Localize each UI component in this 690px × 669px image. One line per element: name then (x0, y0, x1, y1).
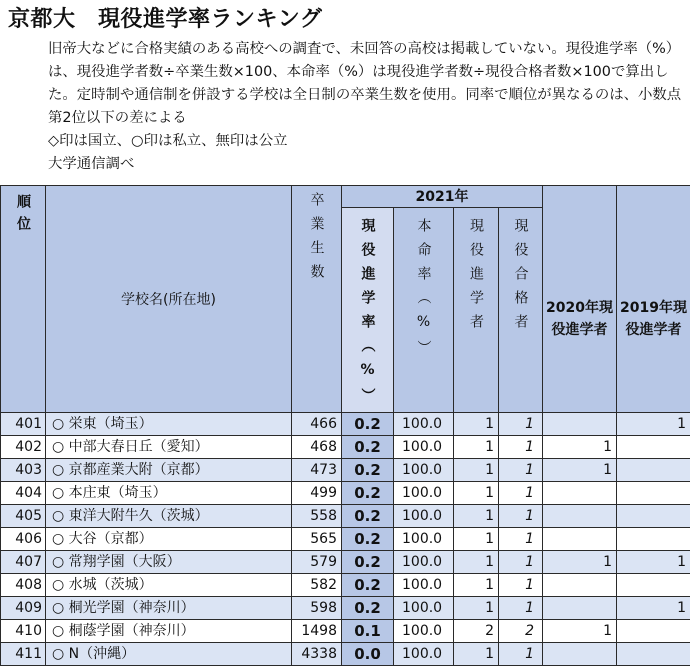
passed-cell: 1 (499, 413, 543, 436)
enrolled-cell: 1 (454, 505, 499, 528)
rate-cell: 0.2 (342, 436, 394, 459)
note-source: 大学通信調べ (48, 156, 135, 172)
y2019-cell (617, 505, 690, 528)
header-2019: 2019年現役進学者 (617, 186, 690, 413)
rate-cell: 0.2 (342, 528, 394, 551)
honmei-cell: 100.0 (394, 528, 454, 551)
rate-cell: 0.2 (342, 597, 394, 620)
header-honmei: 本命率（%） (394, 208, 454, 413)
honmei-cell: 100.0 (394, 643, 454, 666)
table-row (1, 551, 690, 574)
honmei-cell: 100.0 (394, 505, 454, 528)
y2020-cell (543, 482, 617, 505)
table-row (1, 643, 690, 666)
enrolled-cell: 1 (454, 597, 499, 620)
honmei-cell: 100.0 (394, 413, 454, 436)
y2020-cell (543, 597, 617, 620)
graduates-cell: 1498 (292, 620, 342, 643)
table-row (1, 413, 690, 436)
rank-cell: 405 (1, 505, 46, 528)
y2019-cell (617, 528, 690, 551)
table-row (1, 620, 690, 643)
graduates-cell: 4338 (292, 643, 342, 666)
rank-cell: 401 (1, 413, 46, 436)
graduates-cell: 598 (292, 597, 342, 620)
rate-cell: 0.2 (342, 459, 394, 482)
rank-cell: 403 (1, 459, 46, 482)
graduates-cell: 466 (292, 413, 342, 436)
school-name-cell: ○ 中部大春日丘（愛知） (46, 436, 292, 459)
passed-cell: 1 (499, 436, 543, 459)
enrolled-cell: 1 (454, 436, 499, 459)
passed-cell: 1 (499, 528, 543, 551)
rate-cell: 0.2 (342, 505, 394, 528)
rank-cell: 410 (1, 620, 46, 643)
y2020-cell (543, 413, 617, 436)
rank-cell: 411 (1, 643, 46, 666)
enrolled-cell: 1 (454, 528, 499, 551)
rank-cell: 402 (1, 436, 46, 459)
y2019-cell (617, 643, 690, 666)
table-row (1, 459, 690, 482)
honmei-cell: 100.0 (394, 551, 454, 574)
graduates-cell: 565 (292, 528, 342, 551)
enrolled-cell: 1 (454, 482, 499, 505)
table-row (1, 528, 690, 551)
y2019-cell (617, 620, 690, 643)
y2020-cell: 1 (543, 436, 617, 459)
y2019-cell: 1 (617, 413, 690, 436)
header-2020: 2020年現役進学者 (543, 186, 617, 413)
rate-cell: 0.2 (342, 551, 394, 574)
graduates-cell: 558 (292, 505, 342, 528)
honmei-cell: 100.0 (394, 620, 454, 643)
passed-cell: 2 (499, 620, 543, 643)
school-name-cell: ○ 栄東（埼玉） (46, 413, 292, 436)
passed-cell: 1 (499, 482, 543, 505)
school-name-cell: ○ 桐蔭学園（神奈川） (46, 620, 292, 643)
honmei-cell: 100.0 (394, 574, 454, 597)
rank-cell: 406 (1, 528, 46, 551)
table-row (1, 597, 690, 620)
passed-cell: 1 (499, 459, 543, 482)
header-school-name: 学校名(所在地) (46, 186, 292, 413)
honmei-cell: 100.0 (394, 459, 454, 482)
passed-cell: 1 (499, 574, 543, 597)
enrolled-cell: 1 (454, 574, 499, 597)
graduates-cell: 579 (292, 551, 342, 574)
y2020-cell: 1 (543, 620, 617, 643)
passed-cell: 1 (499, 643, 543, 666)
graduates-cell: 499 (292, 482, 342, 505)
school-name-cell: ○ N（沖縄） (46, 643, 292, 666)
y2020-cell (543, 574, 617, 597)
honmei-cell: 100.0 (394, 482, 454, 505)
graduates-cell: 582 (292, 574, 342, 597)
school-name-cell: ○ 東洋大附牛久（茨城） (46, 505, 292, 528)
passed-cell: 1 (499, 551, 543, 574)
y2020-cell (543, 643, 617, 666)
rate-cell: 0.2 (342, 574, 394, 597)
honmei-cell: 100.0 (394, 597, 454, 620)
rank-cell: 407 (1, 551, 46, 574)
rank-cell: 408 (1, 574, 46, 597)
note-method: 旧帝大などに合格実績のある高校への調査で、未回答の高校は掲載していない。現役進学率（%）は、現役進学者数÷卒業生数×100、本命率（%）は現役進学者数÷現役合格者数×100で算出した。定時制や通信制を併設する学校は全日制の卒業生数を使用。同率で順位が異なるのは、小数点第2位以下の差による (48, 41, 682, 126)
header-rank: 順位 (1, 186, 46, 413)
table-row (1, 436, 690, 459)
rate-cell: 0.2 (342, 482, 394, 505)
honmei-cell: 100.0 (394, 436, 454, 459)
enrolled-cell: 1 (454, 643, 499, 666)
header-rate: 現役進学率（%） (342, 208, 394, 413)
y2020-cell (543, 505, 617, 528)
header-2021: 2021年 (342, 186, 543, 208)
page-title: 京都大 現役進学率ランキング (8, 7, 323, 32)
header-passed: 現役合格者 (499, 208, 543, 413)
table-row (1, 574, 690, 597)
rate-cell: 0.0 (342, 643, 394, 666)
rank-cell: 409 (1, 597, 46, 620)
school-name-cell: ○ 大谷（京都） (46, 528, 292, 551)
enrolled-cell: 1 (454, 551, 499, 574)
table-row (1, 505, 690, 528)
note-legend: ◇印は国立、○印は私立、無印は公立 (48, 133, 288, 149)
school-name-cell: ○ 桐光学園（神奈川） (46, 597, 292, 620)
enrolled-cell: 1 (454, 413, 499, 436)
y2019-cell: 1 (617, 597, 690, 620)
y2019-cell (617, 459, 690, 482)
school-name-cell: ○ 水城（茨城） (46, 574, 292, 597)
header-graduates: 卒業生数 (292, 186, 342, 413)
school-name-cell: ○ 常翔学園（大阪） (46, 551, 292, 574)
y2019-cell (617, 574, 690, 597)
y2020-cell (543, 528, 617, 551)
notes (48, 38, 684, 176)
table-row (1, 482, 690, 505)
y2019-cell (617, 482, 690, 505)
graduates-cell: 473 (292, 459, 342, 482)
school-name-cell: ○ 京都産業大附（京都） (46, 459, 292, 482)
enrolled-cell: 2 (454, 620, 499, 643)
y2019-cell (617, 436, 690, 459)
passed-cell: 1 (499, 505, 543, 528)
passed-cell: 1 (499, 597, 543, 620)
rank-cell: 404 (1, 482, 46, 505)
y2020-cell: 1 (543, 551, 617, 574)
enrolled-cell: 1 (454, 459, 499, 482)
graduates-cell: 468 (292, 436, 342, 459)
rate-cell: 0.1 (342, 620, 394, 643)
school-name-cell: ○ 本庄東（埼玉） (46, 482, 292, 505)
rate-cell: 0.2 (342, 413, 394, 436)
header-enrolled: 現役進学者 (454, 208, 499, 413)
y2019-cell: 1 (617, 551, 690, 574)
ranking-table (0, 185, 690, 666)
y2020-cell: 1 (543, 459, 617, 482)
